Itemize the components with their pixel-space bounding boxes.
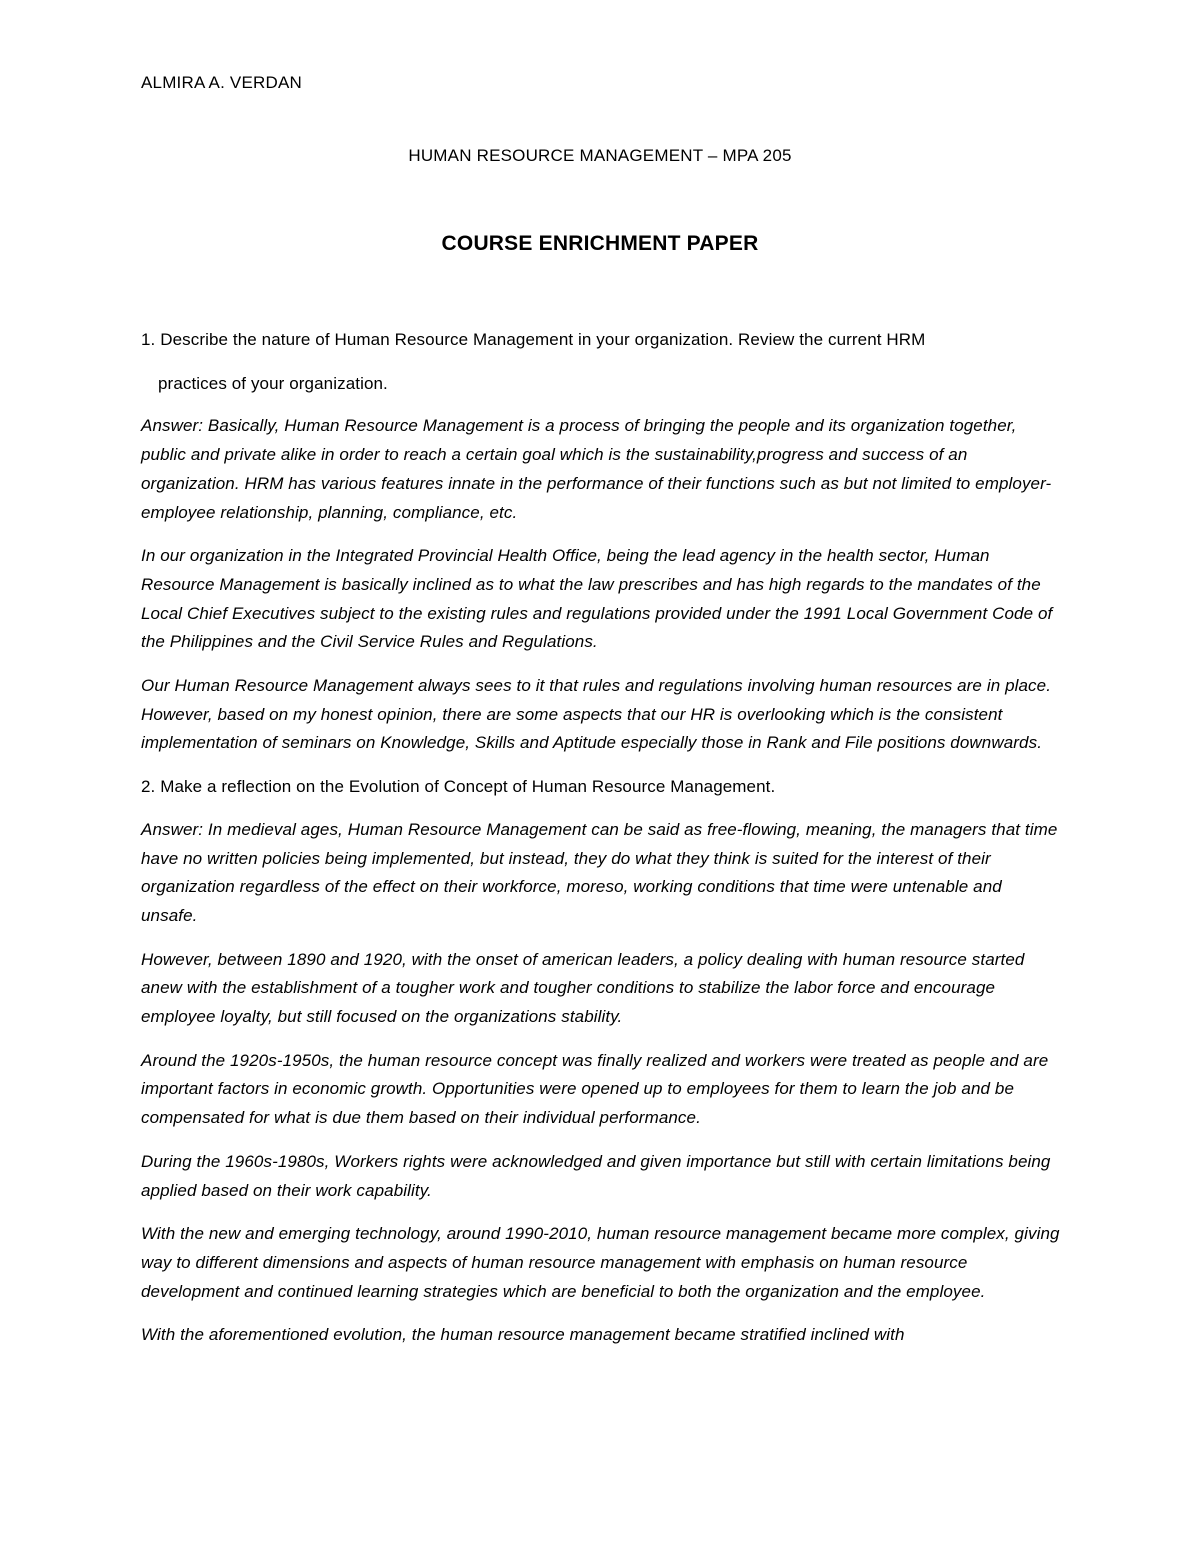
document-body [141, 326, 1061, 1365]
answer-paragraph: In our organization in the Integrated Provincial Health Office, being the lead agency in the health sector, Human Resource Management is basically inclined as to what the law prescribes and has high regards to the mandates of the Local Chief Executives subject to the existing rules and regulations provided under the 1991 Local Government Code of the Philippines and the Civil Service Rules and Regulations. [141, 546, 1053, 652]
answer-paragraph: During the 1960s-1980s, Workers rights were acknowledged and given importance but still with certain limitations being applied based on their work capability. [141, 1151, 1051, 1200]
answer-paragraph: Around the 1920s-1950s, the human resource concept was finally realized and workers were treated as people and are important factors in economic growth. Opportunities were opened up to employees for them to learn the job and be compensated for what is due them based on their individual performance. [141, 1050, 1049, 1128]
question-1-line-1: 1. Describe the nature of Human Resource Management in your organization. Review the current HRM [141, 330, 926, 349]
question-2: 2. Make a reflection on the Evolution of Concept of Human Resource Management. [141, 777, 776, 797]
answer-paragraph: Answer: Basically, Human Resource Management is a process of bringing the people and its organization together, public and private alike in order to reach a certain goal which is the sustainability,progress and success of an organization. HRM has various features innate in the performance of their functions such as but not limited to employer-employee relationship, planning, compliance, etc. [141, 416, 1052, 522]
answer-paragraph: Answer: In medieval ages, Human Resource Management can be said as free-flowing, meaning, the managers that time have no written policies being implemented, but instead, they do what they think is suited for the interest of their organization regardless of the effect on their workforce, moreso, working conditions that time were untenable and unsafe. [141, 819, 1058, 925]
author-name: ALMIRA A. VERDAN [141, 73, 302, 92]
answer-paragraph: With the aforementioned evolution, the human resource management became stratified inclined with [141, 1325, 905, 1345]
answer-paragraph: However, between 1890 and 1920, with the onset of american leaders, a policy dealing with human resource started anew with the establishment of a tougher work and tougher conditions to stabilize the labor force and encourage employee loyalty, but still focused on the organizations stability. [141, 949, 1025, 1027]
answer-paragraph: With the new and emerging technology, around 1990-2010, human resource management became more complex, giving way to different dimensions and aspects of human resource management with emphasis on human resource development and continued learning strategies which are beneficial to both the organization and the employee. [141, 1224, 1060, 1301]
paper-title: COURSE ENRICHMENT PAPER [441, 232, 759, 255]
course-title: HUMAN RESOURCE MANAGEMENT – MPA 205 [408, 146, 792, 165]
answer-paragraph: Our Human Resource Management always sees to it that rules and regulations involving human resources are in place. However, based on my honest opinion, there are some aspects that our HR is overlooking which is the consistent implementation of seminars on Knowledge, Skills and Aptitude especially those in Rank and File positions downwards. [141, 676, 1052, 753]
question-1-line-2: practices of your organization. [158, 373, 388, 393]
question-1 [141, 326, 1061, 398]
